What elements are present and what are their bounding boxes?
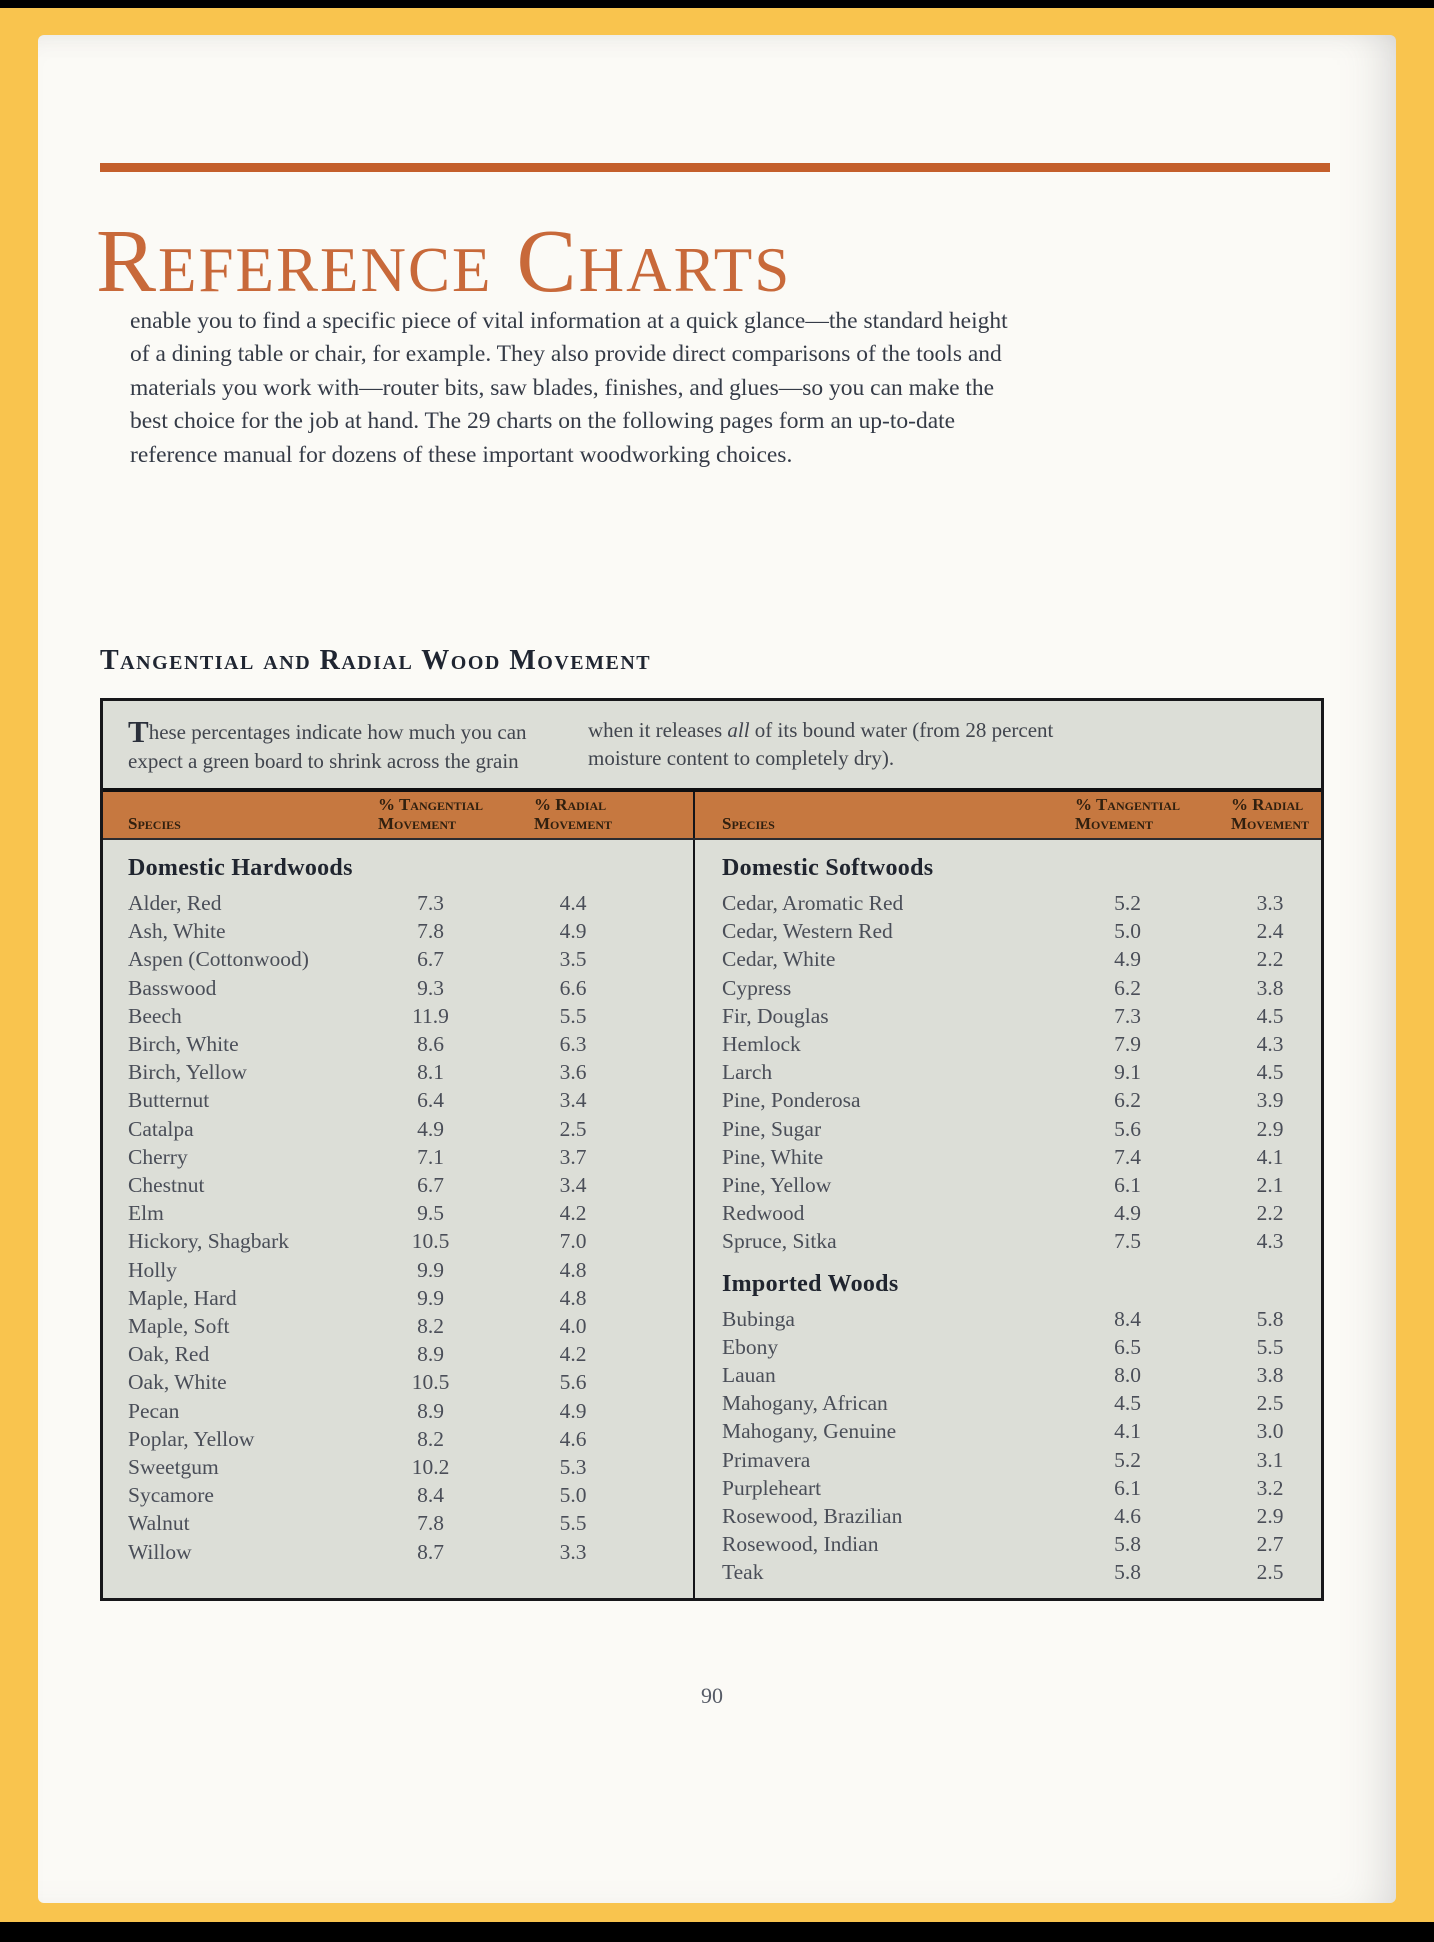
species-name: Primavera <box>722 1447 811 1472</box>
tangential-value: 7.8 <box>417 1511 444 1536</box>
species-name: Hemlock <box>722 1032 801 1057</box>
column-header-line: Movement <box>1075 814 1154 833</box>
radial-value: 4.6 <box>559 1426 587 1451</box>
species-name: Aspen (Cottonwood) <box>128 947 309 972</box>
species-name: Cypress <box>722 975 792 1000</box>
table-row <box>103 1481 693 1509</box>
tangential-value: 6.7 <box>417 1173 444 1198</box>
column-header-species: Species <box>722 814 775 833</box>
radial-value: 2.5 <box>1256 1391 1284 1416</box>
tangential-value: 8.2 <box>417 1426 444 1451</box>
radial-value: 2.2 <box>1256 947 1284 972</box>
table-row <box>103 917 693 945</box>
table-row <box>695 1361 1390 1389</box>
radial-value: 3.6 <box>559 1060 587 1085</box>
table-row <box>103 1171 693 1199</box>
species-name: Teak <box>722 1560 764 1585</box>
tangential-value: 9.9 <box>417 1285 444 1310</box>
species-name: Maple, Hard <box>128 1285 237 1310</box>
column-header-tangential <box>378 795 483 833</box>
table-row <box>103 1199 693 1227</box>
species-name: Cedar, White <box>722 947 836 972</box>
table-row <box>695 1417 1390 1445</box>
table-row <box>695 1474 1390 1502</box>
species-name: Maple, Soft <box>128 1314 230 1339</box>
table-row <box>695 1305 1390 1333</box>
table-row <box>695 1530 1390 1558</box>
tangential-value: 6.1 <box>1114 1475 1141 1500</box>
species-group <box>103 855 693 1566</box>
table-row <box>103 1340 693 1368</box>
tangential-value: 8.9 <box>417 1398 444 1423</box>
radial-value: 6.3 <box>559 1032 587 1057</box>
tangential-value: 6.1 <box>1114 1173 1141 1198</box>
tangential-value: 6.2 <box>1114 975 1141 1000</box>
radial-value: 4.9 <box>559 1398 587 1423</box>
radial-value: 3.7 <box>559 1144 587 1169</box>
radial-value: 2.9 <box>1256 1504 1284 1529</box>
intro-paragraph: enable you to find a specific piece of vital information at a quick glance—the standard height of a dining table or chair, for example. They also provide direct comparisons of the tools and materials you work with—router bits, saw blades, finishes, and glues—so you can make the best choice for the job at hand. The 29 charts on the following pages form an up-to-date reference manual for dozens of these important woodworking choices. <box>130 308 1008 468</box>
species-name: Fir, Douglas <box>722 1003 829 1028</box>
tangential-value: 4.9 <box>417 1116 444 1141</box>
radial-value: 4.8 <box>559 1257 587 1282</box>
table-row <box>103 889 693 917</box>
column-header-line: % Tangential <box>378 795 483 814</box>
radial-value: 3.0 <box>1256 1419 1284 1444</box>
table-intro <box>103 701 1321 788</box>
column-header-line: % Radial <box>533 795 607 814</box>
species-name: Purpleheart <box>722 1475 822 1500</box>
species-name: Pecan <box>128 1398 180 1423</box>
species-name: Bubinga <box>722 1306 795 1331</box>
tangential-value: 5.0 <box>1114 919 1141 944</box>
radial-value: 3.4 <box>559 1173 587 1198</box>
species-name: Holly <box>128 1257 177 1282</box>
species-name: Oak, White <box>128 1370 227 1395</box>
column-header-tangential <box>1075 795 1180 833</box>
species-group <box>695 855 1390 1256</box>
table-row <box>695 889 1390 917</box>
tangential-value: 5.2 <box>1114 1447 1141 1472</box>
species-name: Walnut <box>128 1511 190 1536</box>
species-name: Pine, Sugar <box>722 1116 822 1141</box>
table-intro-right-text: of its bound water (from 28 percent moisture content to completely dry). <box>588 718 1054 770</box>
tangential-value: 10.5 <box>411 1370 450 1395</box>
radial-value: 5.8 <box>1256 1306 1284 1331</box>
species-name: Pine, White <box>722 1144 824 1169</box>
column-header-line: Movement <box>1230 814 1310 833</box>
radial-value: 2.9 <box>1256 1116 1284 1141</box>
title-initial: C <box>516 212 579 311</box>
table-row <box>695 1030 1390 1058</box>
table-row <box>103 1143 693 1171</box>
group-rows <box>103 889 693 1566</box>
species-name: Rosewood, Brazilian <box>722 1504 903 1529</box>
radial-value: 5.5 <box>559 1511 587 1536</box>
tangential-value: 8.7 <box>417 1539 444 1564</box>
species-name: Ash, White <box>128 919 226 944</box>
species-name: Pine, Ponderosa <box>722 1088 861 1113</box>
group-title: Domestic Hardwoods <box>128 855 353 881</box>
radial-value: 4.1 <box>1256 1144 1284 1169</box>
species-name: Larch <box>722 1060 773 1085</box>
species-name: Ebony <box>722 1334 779 1359</box>
species-name: Basswood <box>128 975 217 1000</box>
tangential-value: 7.3 <box>1114 1003 1141 1028</box>
table-row <box>103 1086 693 1114</box>
table-header-right <box>693 792 1390 838</box>
title-initial: R <box>96 212 159 311</box>
table-row <box>695 1389 1390 1417</box>
table-row <box>695 974 1390 1002</box>
species-name: Spruce, Sitka <box>722 1229 837 1254</box>
table-body <box>103 840 1321 1598</box>
radial-value: 3.1 <box>1256 1447 1284 1472</box>
radial-value: 4.2 <box>559 1342 587 1367</box>
radial-value: 4.4 <box>559 891 587 915</box>
table-row <box>695 1333 1390 1361</box>
table-row <box>695 1086 1390 1114</box>
radial-value: 3.4 <box>559 1088 587 1113</box>
dropcap: T <box>128 714 149 749</box>
species-name: Pine, Yellow <box>722 1173 832 1198</box>
radial-value: 2.7 <box>1256 1532 1284 1557</box>
group-title: Imported Woods <box>722 1270 899 1297</box>
species-name: Redwood <box>722 1201 805 1226</box>
page-title <box>96 212 792 311</box>
radial-value: 5.5 <box>1256 1334 1284 1359</box>
species-name: Chestnut <box>128 1173 205 1198</box>
species-name: Rosewood, Indian <box>722 1532 879 1557</box>
species-name: Willow <box>128 1539 192 1564</box>
radial-value: 4.0 <box>559 1314 587 1339</box>
radial-value: 4.5 <box>1256 1003 1284 1028</box>
species-name: Birch, White <box>128 1032 239 1057</box>
table-row <box>103 1397 693 1425</box>
radial-value: 5.0 <box>559 1483 587 1508</box>
table-intro-left <box>128 716 560 775</box>
radial-value: 4.3 <box>1256 1032 1284 1057</box>
radial-value: 4.8 <box>559 1285 587 1310</box>
tangential-value: 5.8 <box>1114 1532 1141 1557</box>
tangential-value: 10.5 <box>411 1229 450 1254</box>
table-row <box>103 1256 693 1284</box>
table-left-column <box>103 840 693 1598</box>
tangential-value: 8.4 <box>1114 1306 1141 1331</box>
species-name: Cherry <box>128 1144 188 1169</box>
radial-value: 3.3 <box>559 1539 587 1564</box>
radial-value: 4.9 <box>559 919 587 944</box>
tangential-value: 7.1 <box>417 1144 444 1169</box>
tangential-value: 8.9 <box>417 1342 444 1367</box>
species-name: Alder, Red <box>128 891 222 915</box>
tangential-value: 9.3 <box>417 975 444 1000</box>
table-row <box>695 1002 1390 1030</box>
radial-value: 3.5 <box>559 947 587 972</box>
table-row <box>103 1227 693 1255</box>
column-header-line: Movement <box>533 814 613 833</box>
table-row <box>695 1143 1390 1171</box>
radial-value: 3.9 <box>1256 1088 1284 1113</box>
radial-value: 4.5 <box>1256 1060 1284 1085</box>
tangential-value: 9.1 <box>1114 1060 1141 1085</box>
tangential-value: 10.2 <box>411 1455 450 1480</box>
tangential-value: 8.6 <box>417 1032 444 1057</box>
table-row <box>103 1453 693 1481</box>
book-page <box>38 35 1396 1903</box>
tangential-value: 9.5 <box>417 1201 444 1226</box>
table-intro-right <box>588 716 1058 775</box>
wood-movement-table <box>100 698 1324 1601</box>
tangential-value: 8.2 <box>417 1314 444 1339</box>
species-name: Butternut <box>128 1088 210 1113</box>
tangential-value: 4.5 <box>1114 1391 1141 1416</box>
tangential-value: 5.6 <box>1114 1116 1141 1141</box>
table-row <box>103 974 693 1002</box>
table-row <box>695 1558 1390 1586</box>
species-name: Hickory, Shagbark <box>128 1229 290 1254</box>
tangential-value: 4.1 <box>1114 1419 1141 1444</box>
radial-value: 3.3 <box>1256 891 1284 915</box>
table-row <box>695 1171 1390 1199</box>
species-name: Beech <box>128 1003 182 1028</box>
species-name: Cedar, Western Red <box>722 919 893 944</box>
table-row <box>103 1509 693 1537</box>
section-heading: Tangential and Radial Wood Movement <box>100 645 652 676</box>
radial-value: 2.4 <box>1256 919 1284 944</box>
species-group <box>695 1271 1390 1587</box>
species-name: Elm <box>128 1201 164 1226</box>
radial-value: 5.3 <box>559 1455 587 1480</box>
column-header-line: % Radial <box>1230 795 1304 814</box>
tangential-value: 6.2 <box>1114 1088 1141 1113</box>
tangential-value: 7.8 <box>417 919 444 944</box>
table-right-column <box>693 840 1390 1598</box>
column-header-line: Movement <box>378 814 457 833</box>
radial-value: 4.2 <box>559 1201 587 1226</box>
table-header-band <box>103 788 1321 840</box>
table-row <box>695 1058 1390 1086</box>
tangential-value: 4.6 <box>1114 1504 1141 1529</box>
tangential-value: 7.5 <box>1114 1229 1141 1254</box>
table-row <box>103 1284 693 1312</box>
table-intro-left-text: hese percentages indicate how much you can expect a green board to shrink across the grain <box>128 720 527 773</box>
tangential-value: 8.0 <box>1114 1363 1141 1388</box>
species-name: Birch, Yellow <box>128 1060 247 1085</box>
table-row <box>695 1199 1390 1227</box>
table-row <box>695 1115 1390 1143</box>
group-rows <box>695 1305 1390 1587</box>
radial-value: 2.1 <box>1256 1173 1284 1198</box>
radial-value: 2.5 <box>1256 1560 1284 1585</box>
table-header-left <box>103 792 693 838</box>
column-header-radial <box>1231 795 1309 833</box>
column-header-radial <box>534 795 612 833</box>
radial-value: 5.6 <box>559 1370 587 1395</box>
table-intro-italic: all <box>727 718 750 742</box>
radial-value: 6.6 <box>559 975 587 1000</box>
page-number: 90 <box>701 1683 723 1708</box>
table-row <box>103 1002 693 1030</box>
species-name: Oak, Red <box>128 1342 210 1367</box>
species-name: Catalpa <box>128 1116 194 1141</box>
radial-value: 5.5 <box>559 1003 587 1028</box>
table-row <box>695 1502 1390 1530</box>
radial-value: 7.0 <box>559 1229 587 1254</box>
species-name: Sweetgum <box>128 1455 219 1480</box>
tangential-value: 5.2 <box>1114 891 1141 915</box>
table-row <box>103 1115 693 1143</box>
radial-value: 4.3 <box>1256 1229 1284 1254</box>
tangential-value: 8.4 <box>417 1483 444 1508</box>
table-intro-right-text: when it releases <box>588 718 728 742</box>
tangential-value: 11.9 <box>412 1003 449 1028</box>
title-text: HARTS <box>578 235 792 305</box>
species-name: Sycamore <box>128 1483 214 1508</box>
tangential-value: 7.3 <box>417 891 444 915</box>
tangential-value: 6.4 <box>417 1088 444 1113</box>
table-row <box>103 945 693 973</box>
table-row <box>695 945 1390 973</box>
tangential-value: 6.5 <box>1114 1334 1141 1359</box>
tangential-value: 9.9 <box>417 1257 444 1282</box>
tangential-value: 4.9 <box>1114 1201 1141 1226</box>
top-accent-rule <box>100 163 1330 172</box>
species-name: Poplar, Yellow <box>128 1426 255 1451</box>
species-name: Mahogany, Genuine <box>722 1419 897 1444</box>
tangential-value: 7.4 <box>1114 1144 1141 1169</box>
table-row <box>103 1030 693 1058</box>
tangential-value: 6.7 <box>417 947 444 972</box>
table-row <box>103 1425 693 1453</box>
group-rows <box>695 889 1390 1256</box>
radial-value: 3.8 <box>1256 975 1284 1000</box>
table-row <box>103 1368 693 1396</box>
table-row <box>695 1446 1390 1474</box>
table-row <box>103 1312 693 1340</box>
table-row <box>695 1227 1390 1255</box>
table-row <box>695 917 1390 945</box>
radial-value: 2.2 <box>1256 1201 1284 1226</box>
column-header-line: % Tangential <box>1075 795 1180 814</box>
radial-value: 3.2 <box>1256 1475 1284 1500</box>
species-name: Cedar, Aromatic Red <box>722 891 904 915</box>
table-row <box>103 1058 693 1086</box>
species-name: Lauan <box>722 1363 776 1388</box>
tangential-value: 8.1 <box>417 1060 444 1085</box>
title-text: EFERENCE <box>158 235 493 305</box>
table-row <box>103 1538 693 1566</box>
tangential-value: 4.9 <box>1114 947 1141 972</box>
column-header-species: Species <box>128 814 181 833</box>
species-name: Mahogany, African <box>722 1391 888 1416</box>
radial-value: 2.5 <box>559 1116 587 1141</box>
group-title: Domestic Softwoods <box>722 855 934 881</box>
yellow-border-frame <box>0 8 1434 1922</box>
tangential-value: 7.9 <box>1114 1032 1141 1057</box>
tangential-value: 5.8 <box>1114 1560 1141 1585</box>
radial-value: 3.8 <box>1256 1363 1284 1388</box>
